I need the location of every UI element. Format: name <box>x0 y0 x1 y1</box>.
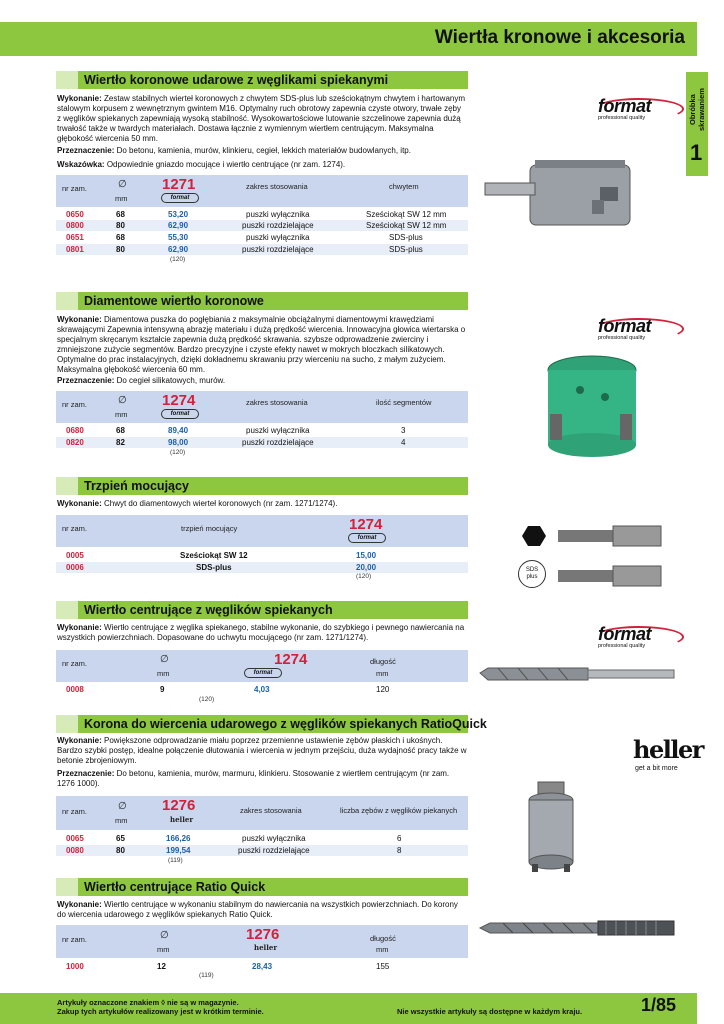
footer-availability-note: Nie wszystkie artykuły są dostępne w każdym kraju. <box>397 1007 583 1016</box>
table-row[interactable]: 0820 82 98,00 puszki rozdzielające 4 <box>56 437 468 448</box>
table-row[interactable]: 1000 12 28,43 155 <box>66 962 390 971</box>
table-row[interactable]: 0650 68 53,20 puszki wyłącznika Sześciokąt SW 12 mm <box>66 210 447 219</box>
table-row[interactable]: 0005 Sześciokąt SW 12 15,00 <box>66 551 377 560</box>
packaging-qty: (120) <box>199 696 215 703</box>
chapter-tab-number: 1 <box>690 140 703 165</box>
heller-logo: heller get a bit more <box>633 735 703 772</box>
section-title: Wiertło centrujące z węglików spiekanych <box>84 603 333 617</box>
section-title: Wiertło centrujące Ratio Quick <box>84 880 266 894</box>
description: Wykonanie: Wiertło centrujące z węglika spiekanego, stabilne wykonanie, do szybkiego i pewnego nawiercania na wszystkich powierzchniach. Dopasowane do uchwytu mocującego (nr zam. 1271/1274). <box>57 623 465 642</box>
sds-plus-badge: SDS plus <box>518 560 546 588</box>
page-number: 1/85 <box>641 995 677 1015</box>
packaging-qty: (119) <box>168 857 183 864</box>
format-logo: format professional quality <box>594 96 684 124</box>
centering-drill-image <box>478 660 678 690</box>
hint: Wskazówka: Odpowiednie gniazdo mocujące i wiertło centrujące (nr zam. 1274). <box>57 160 346 169</box>
purpose: Przeznaczenie: Do betonu, kamienia, murów, marmuru, klinkieru. Stosowanie z wiertłem centrującym (nr zam. 1276 1000). <box>57 769 450 788</box>
format-mini-logo: format <box>244 668 282 678</box>
table-row[interactable]: 0080 80 199,54 puszki rozdzielające 8 <box>56 845 468 856</box>
page-header <box>0 22 697 56</box>
format-mini-logo: format <box>161 193 199 203</box>
format-mini-logo: format <box>161 409 199 419</box>
table-header: nr zam. trzpień mocujący 1274 format <box>56 515 468 547</box>
chapter-tab-label: Obróbka skrawaniem <box>688 88 706 132</box>
packaging-qty: (120) <box>170 449 186 456</box>
table-row[interactable]: 0801 80 62,90 puszki rozdzielające SDS-plus <box>56 244 468 255</box>
description: Wykonanie: Wiertło centrujące w wykonaniu stabilnym do nawiercania na wszystkich powierzchniach. Do korony do wiercenia udarowego z węglików spiekanych Ratio Quick. <box>57 900 458 919</box>
table-row[interactable]: 0008 9 4,03 120 <box>66 685 390 694</box>
section-title: Wiertło koronowe udarowe z węglikami spiekanymi <box>84 73 389 87</box>
format-logo: format professional quality <box>594 624 684 652</box>
table-header: nr zam. ∅ mm 1271 format zakres stosowania chwytem <box>56 175 468 207</box>
format-logo: format professional quality <box>594 316 684 344</box>
heller-mini-logo: heller <box>170 815 194 824</box>
ratio-quick-centering-drill-image <box>478 908 678 948</box>
table-header: nr zam. ∅ mm 1274 format zakres stosowania ilość segmentów <box>56 391 468 423</box>
diamond-core-bit-image <box>540 352 645 462</box>
packaging-qty: (120) <box>356 573 372 580</box>
section-title: Diamentowe wiertło koronowe <box>84 294 264 308</box>
page-title: Wiertła kronowe i akcesoria <box>434 27 685 48</box>
table-row[interactable]: 0651 68 55,30 puszki wyłącznika SDS-plus <box>66 233 423 242</box>
format-mini-logo: format <box>348 533 386 543</box>
table-row[interactable]: 0006 SDS-plus 20,00 <box>56 562 468 573</box>
core-bit-1271-image <box>480 140 670 240</box>
section-title: Korona do wiercenia udarowego z węglików spiekanych RatioQuick <box>84 717 487 731</box>
packaging-qty: (120) <box>170 256 186 263</box>
description: Wykonanie: Zestaw stabilnych wierteł koronowych z chwytem SDS-plus lub sześciokątnym chwytem i hartowanym stalowym korpusem z wewnętrznym gwintem M16. Optymalny ruch obrotowy zapewnia czyste otwory, trwałe zęby z węglików spiekanych zapewniają wysoką stabilność. Wysokowartościowe lutowanie szczelinowe zapewnia dużą trwałość także w twardych materiałach. Dostawa łącznie z wymiennym wiertłem centrującym. Maksymalna głębokość wiercenia 50 mm. <box>57 94 465 143</box>
heller-mini-logo: heller <box>254 943 278 952</box>
purpose: Przeznaczenie: Do betonu, kamienia, murów, klinkieru, cegieł, lekkich materiałów budowlanych, itp. <box>57 146 411 155</box>
description: Wykonanie: Chwyt do diamentowych wierteł koronowych (nr zam. 1271/1274). <box>57 499 338 508</box>
table-row[interactable]: 0800 80 62,90 puszki rozdzielające Sześciokąt SW 12 mm <box>56 220 468 231</box>
table-header: nr zam. ∅ mm 1274 format długość mm <box>56 650 468 682</box>
section-title: Trzpień mocujący <box>84 479 189 493</box>
table-row[interactable]: 0680 68 89,40 puszki wyłącznika 3 <box>66 426 406 435</box>
description: Wykonanie: Powiększone odprowadzanie miału poprzez przemienne ustawienie zębów płaskich i ukośnych. Bardzo szybki postęp, idealne połączenie dłutowania i wiercenia w jednym przejściu, duża wydajność pracy także w betonie zbrojeniowym. <box>57 736 467 765</box>
ratioquick-core-bit-image <box>524 780 579 880</box>
description: Wykonanie: Diamentowa puszka do pogłębiania z maksymalnie obciążalnymi diamentowymi krawędziami skrawającymi Zapewnia intensywną abrazję materiału i dużą prędkość wiercenia. Innowacyjna głowica wiertarska o specjalnym skręcanym kształcie zapewnia dużą prędkość skrawania. szybsze odprowadzenie zwierciny i zmniejszone zużycie segmentów. Bardzo precyzyjne i czyste efekty nawet w mokrych bloczkach silikatowych. Optymalne do prac instalacyjnych, dzięki dokładnemu skrawaniu przy wierceniu na sucho, z małym zużyciem. Maksymalna głębokość wiercenia 60 mm. <box>57 315 466 374</box>
table-header: nr zam. ∅ mm 1276 heller zakres stosowania liczba zębów z węglików piekanych <box>56 796 468 830</box>
footer-note: Artykuły oznaczone znakiem ◊ nie są w magazynie. Zakup tych artykułów realizowany jest w krótkim terminie. <box>57 998 264 1016</box>
table-header: nr zam. ∅ mm 1276 heller długość mm <box>56 925 468 958</box>
packaging-qty: (119) <box>199 972 214 979</box>
table-row[interactable]: 0065 65 166,26 puszki wyłącznika 6 <box>66 834 402 843</box>
purpose: Przeznaczenie: Do cegieł silikatowych, murów. <box>57 376 226 385</box>
